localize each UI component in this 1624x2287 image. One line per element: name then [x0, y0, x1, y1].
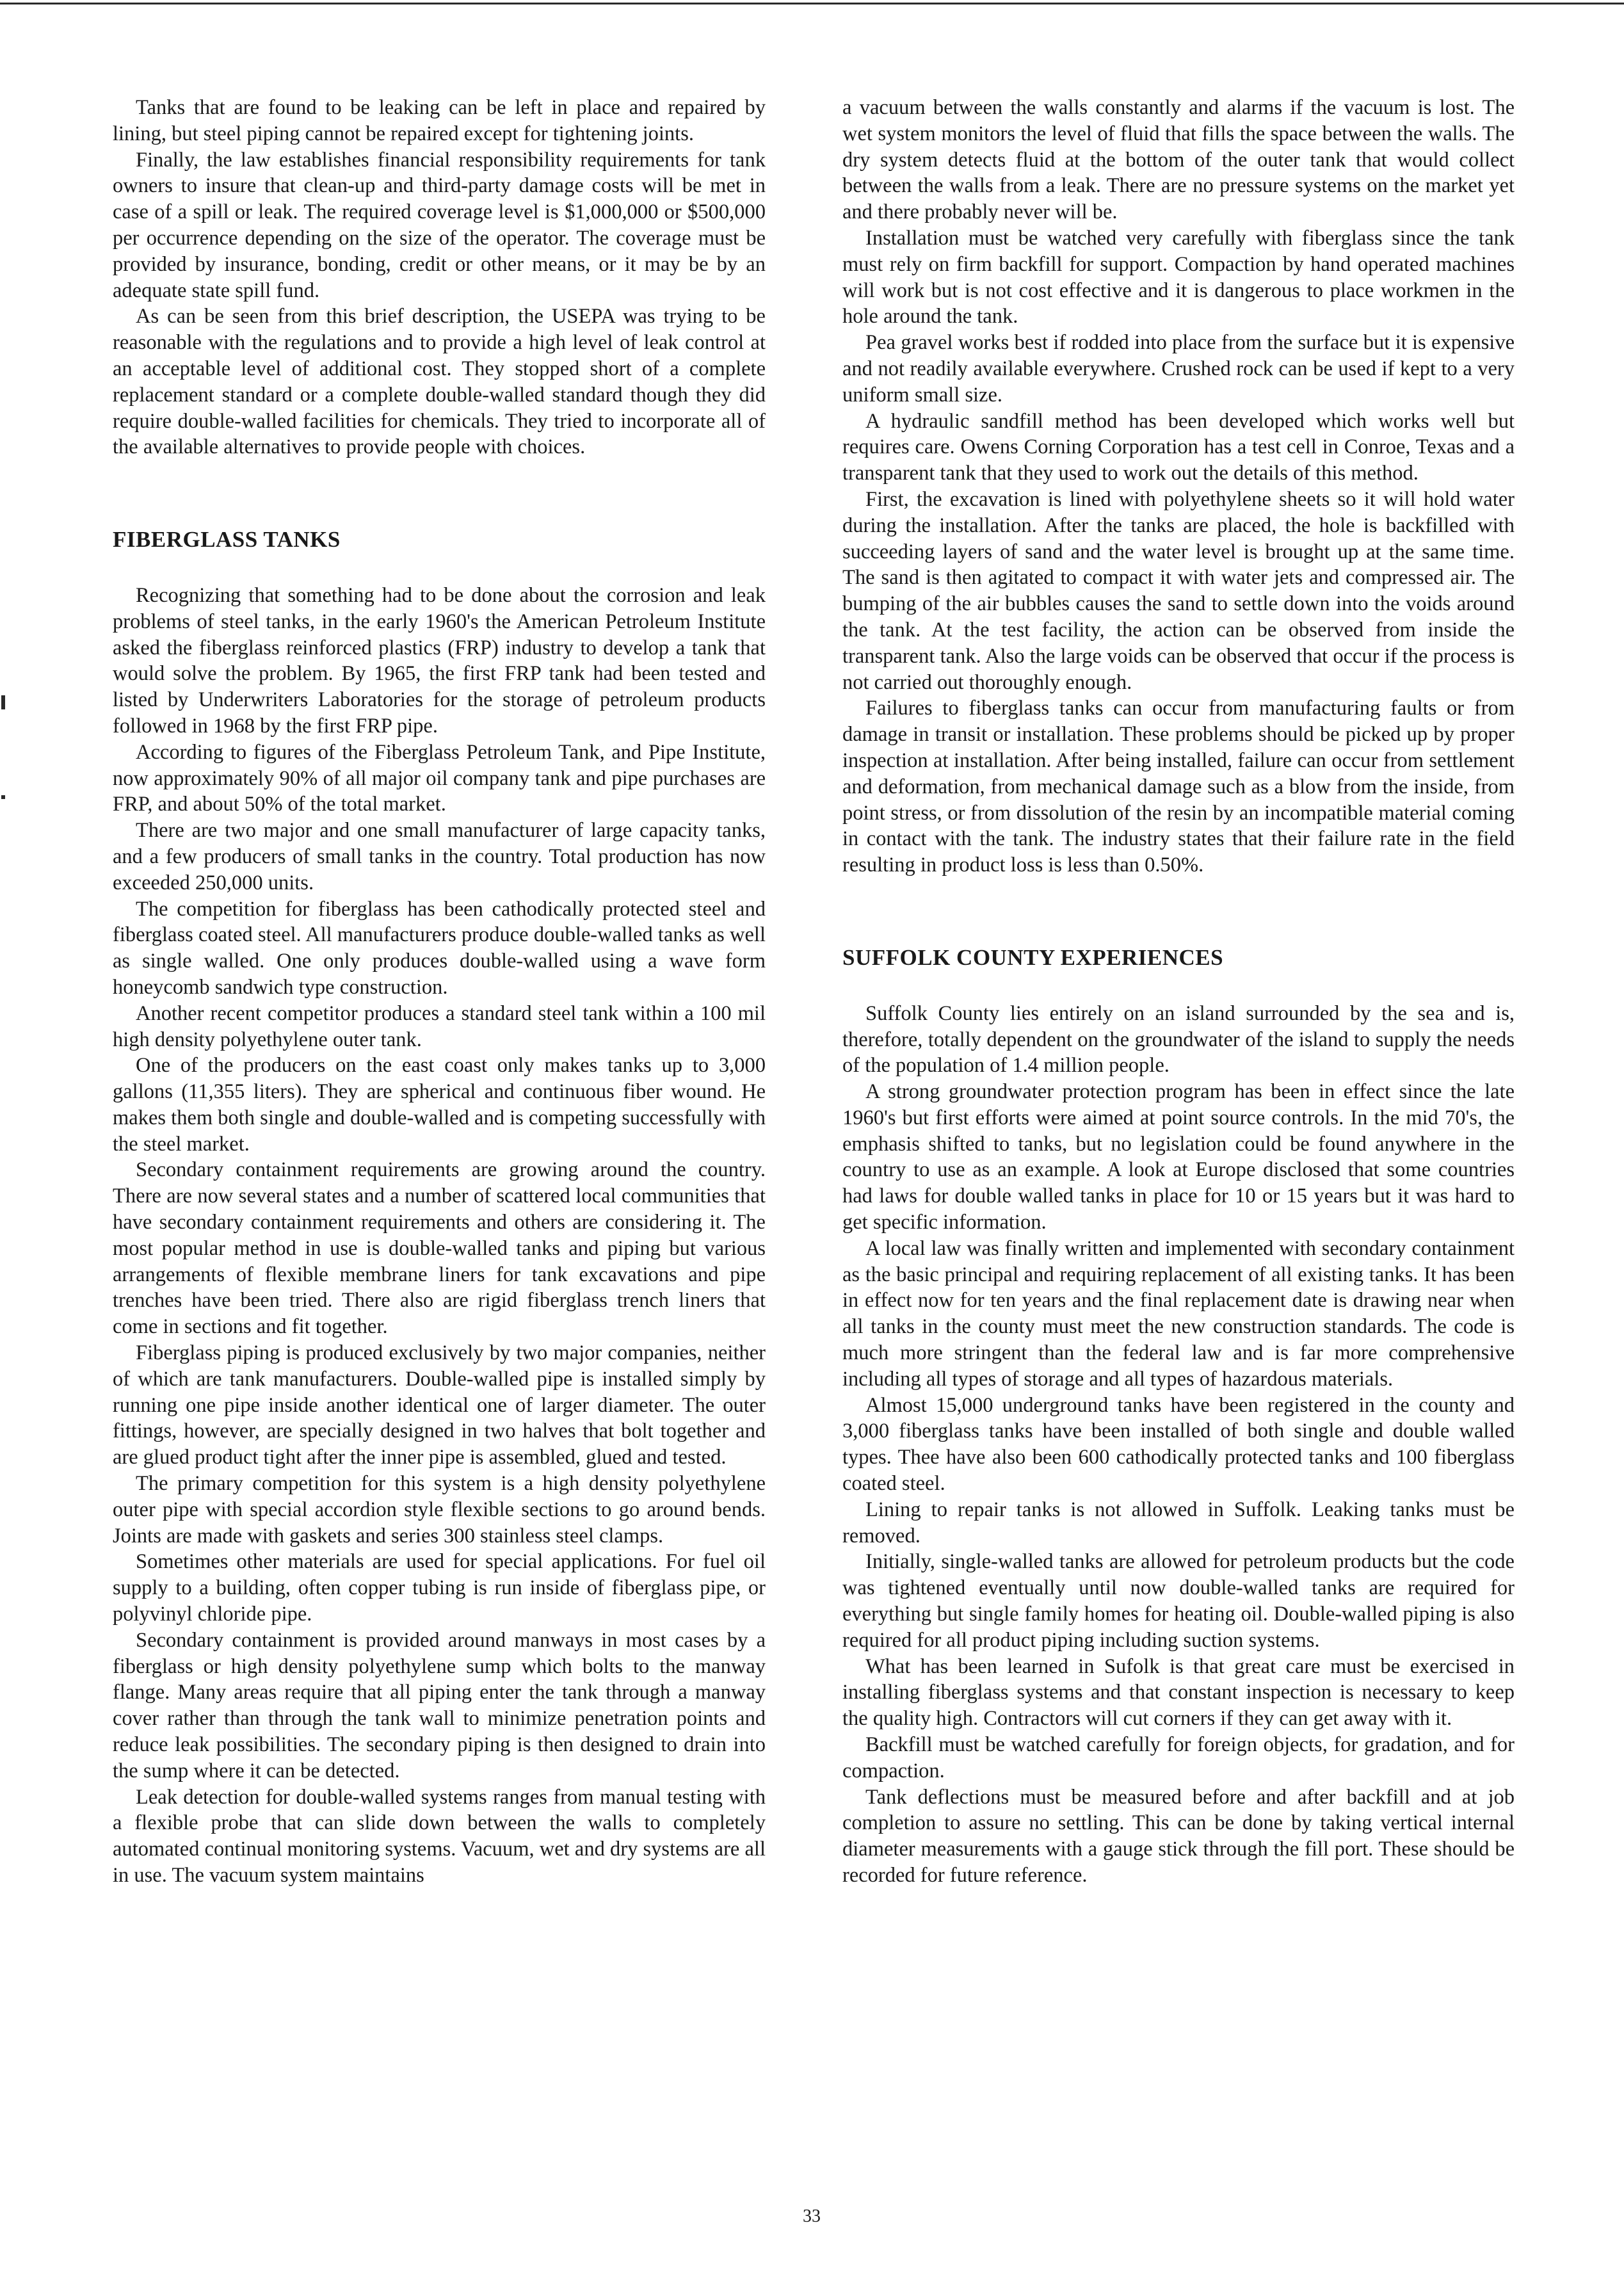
left-paragraph-13: Sometimes other materials are used for special applications. For fuel oil supply to a building, often copper tubing is run inside of fiberglass pipe, or polyvinyl chloride pipe.: [113, 1550, 766, 1626]
left-paragraph-7: The competition for fiberglass has been cathodically protected steel and fiberglass coated steel. All manufacturers produce double-walled tanks as well as single walled. One only produces double-walled using a wave form honeycomb sandwich type construction.: [113, 897, 766, 999]
left-paragraph-5: According to figures of the Fiberglass Petroleum Tank, and Pipe Institute, now approximately 90% of all major oil company tank and pipe purchases are FRP, and about 50% of the total market.: [113, 740, 766, 816]
right-paragraph-9: A local law was finally written and implemented with secondary containment as the basic principal and requiring replacement of all existing tanks. It has been in effect now for ten years and the final replacement date is drawing near when all tanks in the county must meet the new construction standards. The code is much more stringent than the federal law and is far more comprehensive including all types of storage and all types of hazardous materials.: [842, 1236, 1515, 1391]
section-heading-fiberglass-tanks: FIBERGLASS TANKS: [113, 527, 341, 553]
left-paragraph-4: Recognizing that something had to be done about the corrosion and leak problems of steel tanks, in the early 1960's the American Petroleum Institute asked the fiberglass reinforced plastics (FRP) industry to develop a tank that would solve the problem. By 1965, the first FRP tank had been tested and listed by Underwriters Laboratories for the storage of petroleum products followed in 1968 by the first FRP pipe.: [113, 583, 766, 738]
left-paragraph-14: Secondary containment is provided around manways in most cases by a fiberglass or high density polyethylene sump which bolts to the manway flange. Many areas require that all piping enter the tank through a manway cover rather than through the tank wall to minimize penetration points and reduce leak possibilities. The secondary piping is then designed to drain into the sump where it can be detected.: [113, 1628, 766, 1782]
right-paragraph-7: Suffolk County lies entirely on an island surrounded by the sea and is, therefore, totally dependent on the groundwater of the island to supply the needs of the population of 1.4 million people.: [842, 1001, 1515, 1078]
left-paragraph-3: As can be seen from this brief description, the USEPA was trying to be reasonable with the regulations and to provide a high level of leak control at an acceptable level of additional cost. They stopped short of a complete replacement standard or a complete double-walled standard though they did require double-walled facilities for chemicals. They tried to incorporate all of the available alternatives to provide people with choices.: [113, 305, 766, 459]
left-paragraph-12: The primary competition for this system is a high density polyethylene outer pipe with special accordion style flexible sections to go around bends. Joints are made with gaskets and series 300 stainless steel clamps.: [113, 1472, 766, 1548]
right-paragraph-12: Initially, single-walled tanks are allowed for petroleum products but the code was tightened eventually until now double-walled tanks are required for everything but single family homes for heating oil. Double-walled piping is also required for all product piping including suction systems.: [842, 1550, 1515, 1652]
left-paragraph-10: Secondary containment requirements are growing around the country. There are now several states and a number of scattered local communities that have secondary containment requirements and others are considering it. The most popular method in use is double-walled tanks and piping but various arrangements of flexible membrane liners for tank excavations and pipe trenches have been tried. There also are rigid fiberglass trench liners that come in sections and fit together.: [113, 1158, 766, 1339]
left-column: [113, 95, 766, 1889]
right-paragraph-14: Backfill must be watched carefully for foreign objects, for gradation, and for compaction.: [842, 1733, 1515, 1782]
right-paragraph-10: Almost 15,000 underground tanks have been registered in the county and 3,000 fiberglass tanks have been installed of both single and double walled types. Thee have also been 600 cathodically protected tanks and 100 fiberglass coated steel.: [842, 1393, 1515, 1496]
right-paragraph-1: a vacuum between the walls constantly and alarms if the vacuum is lost. The wet system monitors the level of fluid that fills the space between the walls. The dry system detects fluid at the bottom of the outer tank that would collect between the walls from a leak. There are no pressure systems on the market yet and there probably never will be.: [842, 96, 1515, 224]
margin-mark-2: [1, 795, 5, 799]
right-paragraph-13: What has been learned in Sufolk is that great care must be exercised in installing fiberglass systems and that constant inspection is necessary to keep the quality high. Contractors will cut corners if they can get away with it.: [842, 1654, 1515, 1731]
right-paragraph-11: Lining to repair tanks is not allowed in Suffolk. Leaking tanks must be removed.: [842, 1498, 1515, 1548]
right-paragraph-2: Installation must be watched very carefully with fiberglass since the tank must rely on firm backfill for support. Compaction by hand operated machines will work but is not cost effective and it is dangerous to place workmen in the hole around the tank.: [842, 226, 1515, 328]
left-paragraph-2: Finally, the law establishes financial responsibility requirements for tank owners to insure that clean-up and third-party damage costs will be met in case of a spill or leak. The required coverage level is $1,000,000 or $500,000 per occurrence depending on the size of the operator. The coverage must be provided by insurance, bonding, credit or other means, or it may be by an adequate state spill fund.: [113, 148, 766, 302]
right-paragraph-6: Failures to fiberglass tanks can occur from manufacturing faults or from damage in transit or installation. These problems should be picked up by proper inspection at installation. After being installed, failure can occur from settlement and deformation, from mechanical damage such as a blow from the inside, from point stress, or from dissolution of the resin by an incompatible material coming in contact with the tank. The industry states that their failure rate in the field resulting in product loss is less than 0.50%.: [842, 697, 1515, 877]
margin-mark-1: [1, 695, 5, 709]
right-paragraph-15: Tank deflections must be measured before and after backfill and at job completion to assure no settling. This can be done by taking vertical internal diameter measurements with a gauge stick through the fill port. These should be recorded for future reference.: [842, 1785, 1515, 1887]
left-paragraph-8: Another recent competitor produces a standard steel tank within a 100 mil high density polyethylene outer tank.: [113, 1001, 766, 1051]
left-paragraph-6: There are two major and one small manufacturer of large capacity tanks, and a few producers of small tanks in the country. Total production has now exceeded 250,000 units.: [113, 819, 766, 894]
section-heading-suffolk-county: SUFFOLK COUNTY EXPERIENCES: [842, 944, 1224, 970]
left-paragraph-11: Fiberglass piping is produced exclusively by two major companies, neither of which are tank manufacturers. Double-walled pipe is installed simply by running one pipe inside another identical one of larger diameter. The outer fittings, however, are specially designed in two halves that bolt together and are glued product tight after the inner pipe is assembled, glued and tested.: [113, 1341, 766, 1469]
page-number: 33: [803, 2206, 821, 2226]
left-paragraph-9: One of the producers on the east coast only makes tanks up to 3,000 gallons (11,355 liters). They are spherical and continuous fiber wound. He makes them both single and double-walled and is competing successfully with the steel market.: [113, 1054, 766, 1156]
top-rule: [0, 3, 1624, 4]
right-paragraph-3: Pea gravel works best if rodded into place from the surface but it is expensive and not readily available everywhere. Crushed rock can be used if kept to a very uniform small size.: [842, 331, 1515, 407]
right-paragraph-4: A hydraulic sandfill method has been developed which works well but requires care. Owens Corning Corporation has a test cell in Conroe, Texas and a transparent tank that they used to work out the details of this method.: [842, 409, 1515, 485]
right-paragraph-5: First, the excavation is lined with polyethylene sheets so it will hold water during the installation. After the tanks are placed, the hole is backfilled with succeeding layers of sand and the water level is brought up at the same time. The sand is then agitated to compact it with water jets and compressed air. The bumping of the air bubbles causes the sand to settle down into the voids around the tank. At the test facility, the action can be observed from inside the transparent tank. Also the large voids can be observed that occur if the process is not carried out thoroughly enough.: [842, 487, 1515, 694]
left-paragraph-15: Leak detection for double-walled systems ranges from manual testing with a flexible probe that can slide down between the walls to completely automated continual monitoring systems. Vacuum, wet and dry systems are all in use. The vacuum system maintains: [113, 1785, 766, 1887]
left-paragraph-1: Tanks that are found to be leaking can be left in place and repaired by lining, but steel piping cannot be repaired except for tightening joints.: [113, 96, 766, 145]
right-column: [842, 95, 1515, 1889]
right-paragraph-8: A strong groundwater protection program has been in effect since the late 1960's but first efforts were aimed at point source controls. In the mid 70's, the emphasis shifted to tanks, but no legislation could be found anywhere in the country to use as an example. A look at Europe disclosed that some countries had laws for double walled tanks in place for 10 or 15 years but it was hard to get specific information.: [842, 1080, 1515, 1234]
